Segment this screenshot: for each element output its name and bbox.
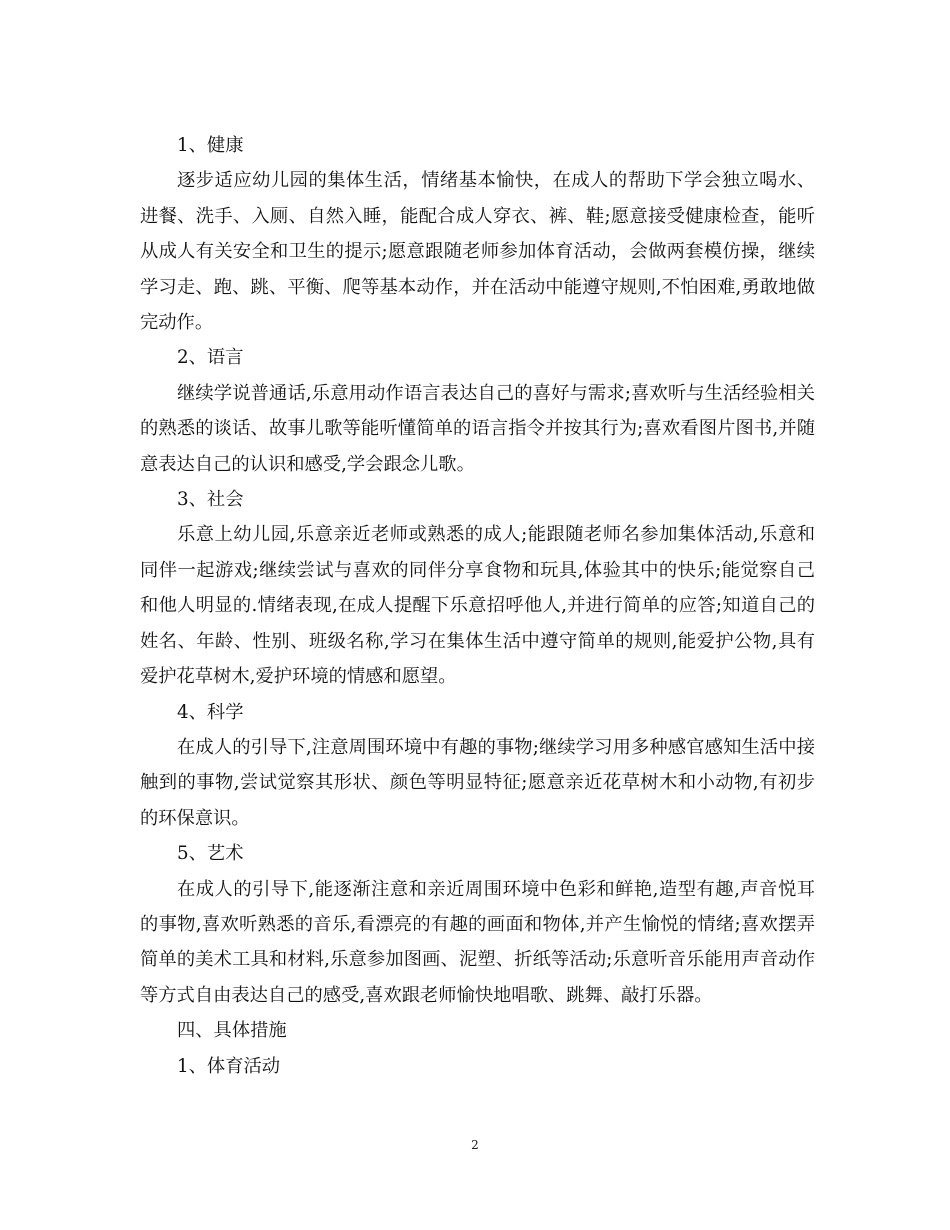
section-body-society: 乐意上幼儿园,乐意亲近老师或熟悉的成人;能跟随老师名参加集体活动,乐意和同伴一起游戏;继续尝试与喜欢的同伴分享食物和玩具,体验其中的快乐;能觉察自己和他人明显的.情绪表现,在成人提醒下乐意招呼他人,并进行简单的应答;知道自己的姓名、年龄、性别、班级名称,学习在集体生活中遵守简单的规则,能爱护公物,具有爱护花草树木,爱护环境的情感和愿望。 <box>140 524 815 688</box>
section-body-science: 在成人的引导下,注意周围环境中有趣的事物;继续学习用多种感官感知生活中接触到的事物,尝试觉察其形状、颜色等明显特征;愿意亲近花草树木和小动物,有初步的环保意识。 <box>140 736 815 829</box>
section-heading-language: 2、语言 <box>177 347 244 369</box>
section-heading-art: 5、艺术 <box>177 843 244 865</box>
chapter-heading-measures: 四、具体措施 <box>177 1020 287 1042</box>
page-number: 2 <box>471 1138 479 1152</box>
section-heading-health: 1、健康 <box>177 135 244 156</box>
section-heading-sports: 1、体育活动 <box>177 1055 281 1077</box>
section-body-health: 逐步适应幼儿园的集体生活，情绪基本愉快，在成人的帮助下学会独立喝水、进餐、洗手、入厕、自然入睡，能配合成人穿衣、裤、鞋;愿意接受健康检查，能听从成人有关安全和卫生的提示;愿意跟随老师参加体育活动，会做两套模仿操，继续学习走、跑、跳、平衡、爬等基本动作，并在活动中能遵守规则,不怕困难,勇敢地做完动作。 <box>140 170 815 334</box>
document-body <box>140 128 815 1084</box>
section-heading-society: 3、社会 <box>177 489 244 511</box>
section-body-art: 在成人的引导下,能逐渐注意和亲近周围环境中色彩和鲜艳,造型有趣,声音悦耳的事物,喜欢听熟悉的音乐,看漂亮的有趣的画面和物体,并产生愉悦的情绪;喜欢摆弄简单的美术工具和材料,乐意参加图画、泥塑、折纸等活动;乐意听音乐能用声音动作等方式自由表达自己的感受,喜欢跟老师愉快地唱歌、跳舞、敲打乐器。 <box>140 878 815 1006</box>
section-heading-science: 4、科学 <box>177 701 244 723</box>
section-body-language: 继续学说普通话,乐意用动作语言表达自己的喜好与需求;喜欢听与生活经验相关的熟悉的谈话、故事儿歌等能听懂简单的语言指令并按其行为;喜欢看图片图书,并随意表达自己的认识和感受,学会跟念儿歌。 <box>140 382 815 475</box>
